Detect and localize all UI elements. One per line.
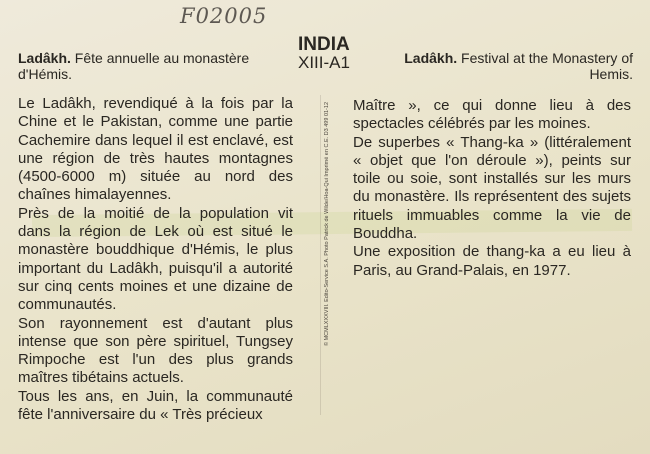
column-divider (320, 95, 321, 415)
left-text-column (18, 95, 293, 424)
french-caption (18, 50, 283, 82)
handwritten-note: F02005 (180, 4, 268, 28)
paragraph: De superbes « Thang-ka » (littéralement « objet que l'on déroule »), peints sur toile ou soie, sont installés sur les murs du monastère. Ils représentent des sujets rituels immuables comme la vie de Bouddha. (353, 133, 631, 243)
catalog-code: XIII-A1 (298, 53, 350, 72)
right-text-column (353, 97, 631, 280)
french-place: Ladâkh. (18, 50, 71, 66)
english-caption (383, 50, 633, 82)
paragraph: Le Ladâkh, revendiqué à la fois par la Chine et le Pakistan, comme une partie Cachemire dans lequel il est enclavé, est une région de très hautes montagnes (4500-6000 m) située au nord des chaînes himalayennes. (18, 95, 293, 204)
paragraph: Tous les ans, en Juin, la communauté fête l'anniversaire du « Très précieux (18, 387, 293, 424)
country-title: INDIA (298, 34, 350, 55)
paragraph: Son rayonnement est d'autant plus intense que son père spirituel, Tungsey Rimpoche est l'un des plus grands maîtres tibétains actuels. (18, 314, 293, 387)
paragraph: Une exposition de thang-ka a eu lieu à Paris, au Grand-Palais, en 1977. (353, 243, 631, 279)
publisher-imprint: © MCMLXXXVIII. Edito-Service S.A. Photo Patrick de Wilde/Hoa-Qui Imprimé en C.E. D3 499 01-12 (324, 101, 330, 346)
english-caption-text: Festival at the Monastery of Hemis. (457, 50, 633, 82)
paragraph: Près de la moitié de la population vit dans la région de Lek où est situé le monastère bouddhique d'Hémis, le plus important du Ladâkh, puisqu'il a autorité sur cinq cents moines et une dizaine de communautés. (18, 204, 293, 314)
english-place: Ladâkh. (404, 50, 458, 66)
paragraph: Maître », ce qui donne lieu à des spectacles célébrés par les moines. (353, 97, 631, 133)
french-caption-text: Fête annuelle au monastère d'Hémis. (18, 50, 250, 82)
